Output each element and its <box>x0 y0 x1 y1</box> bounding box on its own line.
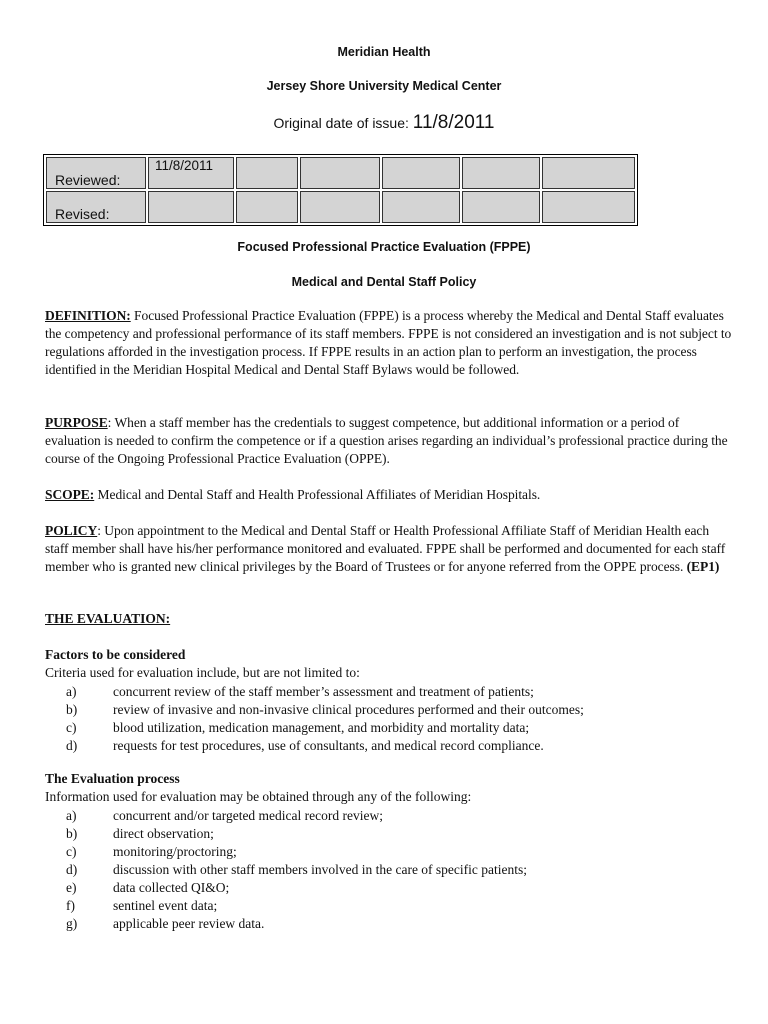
list-item-text: blood utilization, medication management, and morbidity and mortality data; <box>113 720 530 735</box>
reviewed-date-cell: 11/8/2011 <box>148 157 234 189</box>
factors-intro: Criteria used for evaluation include, but are not limited to: <box>45 665 360 680</box>
list-item-text: concurrent and/or targeted medical record review; <box>113 808 383 823</box>
reviewed-empty-cell <box>462 157 540 189</box>
revised-label: Revised: <box>46 191 146 223</box>
revised-empty-cell <box>300 191 380 223</box>
definition-text: Focused Professional Practice Evaluation (FPPE) is a process whereby the Medical and Dental Staff evaluates the competency and professional performance of its staff members. FPPE is not considered an investigation and is not subject to regulations afforded in the investigation process. If FPPE results in an action plan to perform an investigation, the process identified in the Meridian Hospital Medical and Dental Staff Bylaws would be followed. <box>45 308 732 377</box>
definition-heading: DEFINITION: <box>45 308 131 323</box>
policy-title: Focused Professional Practice Evaluation (FPPE) <box>237 240 531 254</box>
list-item <box>66 719 584 737</box>
factors-list <box>66 683 584 755</box>
evaluation-process-list <box>66 807 527 933</box>
policy-subtitle: Medical and Dental Staff Policy <box>291 275 477 289</box>
list-item-letter: e) <box>66 880 77 895</box>
list-item-text: review of invasive and non-invasive clinical procedures performed and their outcomes; <box>113 702 584 717</box>
evaluation-process-heading: The Evaluation process <box>45 771 180 786</box>
reviewed-label: Reviewed: <box>46 157 146 189</box>
list-item <box>66 737 584 755</box>
list-item <box>66 861 527 879</box>
policy-paragraph <box>45 522 735 576</box>
list-item-text: monitoring/proctoring; <box>113 844 237 859</box>
list-item <box>66 843 527 861</box>
list-item-letter: a) <box>66 808 77 823</box>
revised-empty-cell <box>462 191 540 223</box>
list-item-letter: b) <box>66 826 78 841</box>
reviewed-empty-cell <box>542 157 635 189</box>
list-item <box>66 701 584 719</box>
list-item-letter: d) <box>66 738 78 753</box>
facility-name: Jersey Shore University Medical Center <box>266 79 502 93</box>
list-item-text: sentinel event data; <box>113 898 218 913</box>
list-item <box>66 915 527 933</box>
organization-name: Meridian Health <box>337 45 431 59</box>
factors-heading: Factors to be considered <box>45 647 186 662</box>
list-item-letter: c) <box>66 844 77 859</box>
list-item <box>66 683 584 701</box>
list-item-letter: a) <box>66 684 77 699</box>
evaluation-process-intro: Information used for evaluation may be obtained through any of the following: <box>45 789 472 804</box>
policy-text: : Upon appointment to the Medical and Dental Staff or Health Professional Affiliate Staff of Meridian Health each staff member shall have his/her performance monitored and evaluated. FPPE shall be performed and documented for each staff member who is granted new clinical privileges by the Board of Trustees or for anyone referred from the OPPE process. <box>45 523 726 574</box>
issue-date-label: Original date of issue <box>273 115 406 131</box>
revised-empty-cell <box>236 191 298 223</box>
list-item-text: direct observation; <box>113 826 214 841</box>
reviewed-empty-cell <box>300 157 380 189</box>
list-item <box>66 807 527 825</box>
policy-heading: POLICY <box>45 523 98 538</box>
issue-date-value: 11/8/2011 <box>412 112 495 133</box>
scope-text: Medical and Dental Staff and Health Professional Affiliates of Meridian Hospitals. <box>94 487 541 502</box>
list-item-text: applicable peer review data. <box>113 916 265 931</box>
definition-paragraph <box>45 307 735 379</box>
scope-paragraph <box>45 486 735 504</box>
list-item <box>66 879 527 897</box>
issue-date-separator: : <box>405 115 409 131</box>
list-item-letter: d) <box>66 862 78 877</box>
issue-date-line <box>0 112 768 134</box>
purpose-text: : When a staff member has the credentials to suggest competence, but additional information or a period of evaluation is needed to confirm the competence or if a question arises regarding an individual’s professional practice during the course of the Ongoing Professional Practice Evaluation (OPPE). <box>45 415 728 466</box>
list-item-text: data collected QI&O; <box>113 880 230 895</box>
reviewed-empty-cell <box>382 157 460 189</box>
purpose-paragraph <box>45 414 735 468</box>
evaluation-heading: THE EVALUATION: <box>45 611 171 626</box>
list-item-letter: g) <box>66 916 78 931</box>
list-item-text: requests for test procedures, use of consultants, and medical record compliance. <box>113 738 544 753</box>
revised-empty-cell <box>542 191 635 223</box>
list-item-text: discussion with other staff members involved in the care of specific patients; <box>113 862 528 877</box>
list-item-letter: b) <box>66 702 78 717</box>
list-item-letter: f) <box>66 898 75 913</box>
scope-heading: SCOPE: <box>45 487 95 502</box>
revised-empty-cell <box>382 191 460 223</box>
reviewed-row <box>46 157 635 189</box>
list-item <box>66 897 527 915</box>
list-item <box>66 825 527 843</box>
reviewed-empty-cell <box>236 157 298 189</box>
list-item-letter: c) <box>66 720 77 735</box>
revised-empty-cell <box>148 191 234 223</box>
revised-row <box>46 191 635 223</box>
policy-reference: (EP1) <box>686 559 720 574</box>
review-revision-table <box>43 154 638 226</box>
list-item-text: concurrent review of the staff member’s assessment and treatment of patients; <box>113 684 534 699</box>
purpose-heading: PURPOSE <box>45 415 108 430</box>
